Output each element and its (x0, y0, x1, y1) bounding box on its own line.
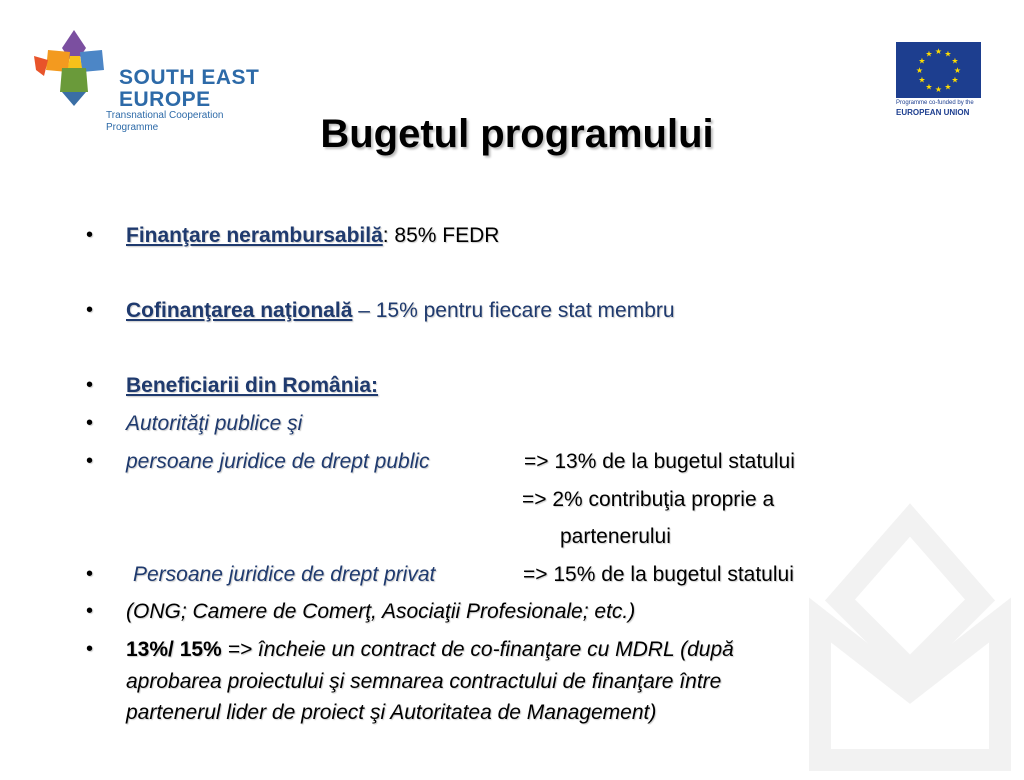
svg-text:★: ★ (934, 85, 943, 94)
bullet-text: : 85% FEDR (382, 224, 500, 247)
bullet-label: Cofinanţarea naţională (126, 299, 353, 322)
svg-text:★: ★ (951, 56, 959, 66)
bullet-text: => încheie un contract de co-finanţare cu MDRL (după (221, 638, 734, 661)
continuation-line: partenerului (560, 525, 671, 548)
watermark-flower-icon (780, 500, 1024, 780)
svg-text:★: ★ (944, 82, 952, 92)
svg-text:★: ★ (925, 49, 933, 59)
bullet-text: Autorităţi publice şi (126, 412, 303, 435)
bullet-text: persoane juridice de drept public (126, 450, 430, 473)
bullet-text: – 15% pentru fiecare stat membru (352, 299, 675, 322)
logo-line-2: EUROPE (119, 88, 211, 111)
bullet-text: Persoane juridice de drept privat (133, 563, 436, 586)
svg-text:★: ★ (925, 82, 933, 92)
svg-text:★: ★ (953, 66, 962, 75)
logo-line-1: SOUTH EAST (119, 66, 260, 89)
bullet-marker: • (86, 412, 94, 434)
see-flower-icon (34, 30, 124, 110)
eu-caption-line-2: EUROPEAN UNION (896, 108, 970, 117)
logo-line-3: Transnational Cooperation Programme (106, 110, 224, 133)
svg-text:★: ★ (934, 47, 943, 56)
bullet-marker: • (86, 600, 94, 622)
svg-text:★: ★ (918, 56, 926, 66)
bullet-label: Beneficiarii din România: (126, 374, 379, 397)
svg-text:★: ★ (944, 49, 952, 59)
bullet-value: => 15% de la bugetul statului (523, 563, 794, 586)
svg-text:★: ★ (915, 66, 924, 75)
svg-text:★: ★ (918, 75, 926, 85)
bullet-marker: • (86, 563, 94, 585)
bullet-marker: • (86, 638, 94, 660)
slide-title: Bugetul programului (320, 112, 714, 156)
bullet-label: Finanţare nerambursabilă (126, 224, 383, 247)
eu-flag-icon (896, 42, 981, 98)
south-east-europe-logo (34, 30, 274, 133)
continuation-line: aprobarea proiectului şi semnarea contractului de finanţare între (126, 670, 722, 693)
continuation-line: => 2% contribuţia proprie a (522, 488, 775, 511)
bullet-value: => 13% de la bugetul statului (524, 450, 795, 473)
bullet-text: (ONG; Camere de Comerţ, Asociaţii Profesionale; etc.) (126, 600, 636, 623)
bullet-marker: • (86, 299, 94, 321)
eu-caption-line-1: Programme co-funded by the (896, 100, 974, 106)
bullet-marker: • (86, 224, 94, 246)
bullet-marker: • (86, 374, 94, 396)
bullet-label: 13%/ 15% (126, 638, 222, 661)
continuation-line: partenerul lider de proiect şi Autoritatea de Management) (126, 701, 657, 724)
bullet-marker: • (86, 450, 94, 472)
svg-text:★: ★ (951, 75, 959, 85)
